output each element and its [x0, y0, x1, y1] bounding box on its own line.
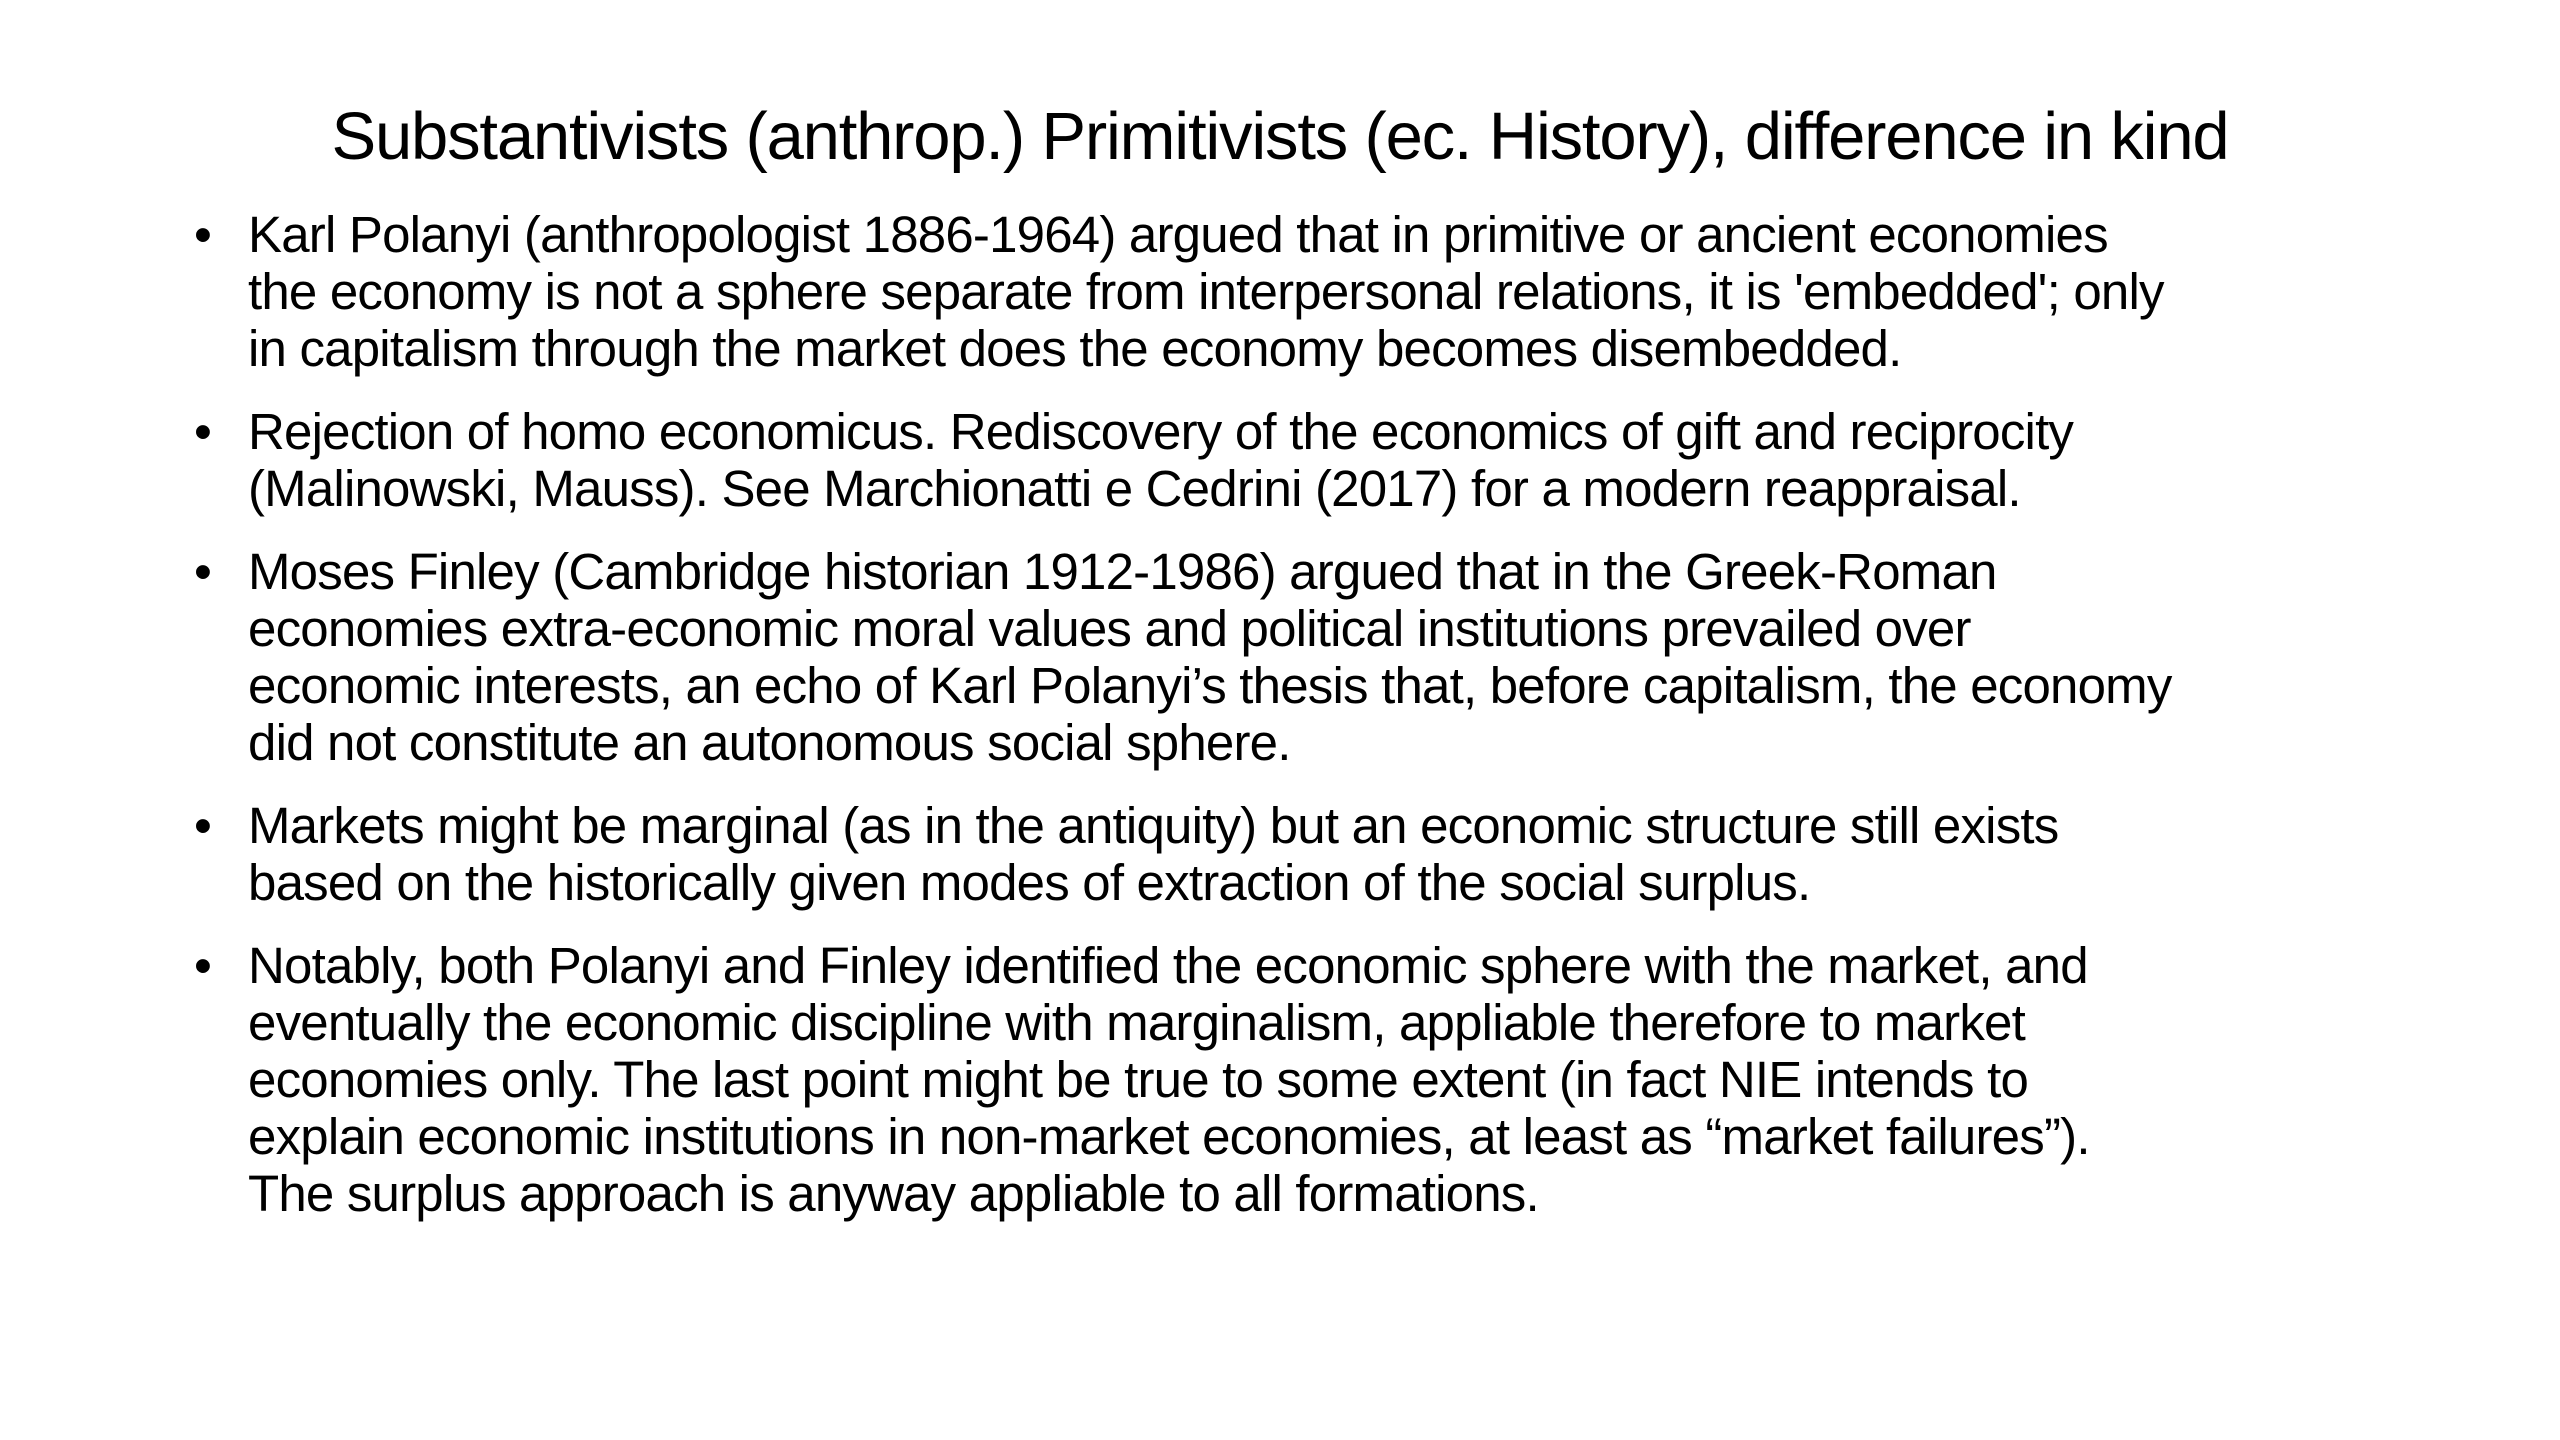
- bullet-text: Karl Polanyi (anthropologist 1886-1964) argued that in primitive or ancient economies the economy is not a sphere separate from interpersonal relations, it is 'embedded'; only in capitalism through the market does the economy becomes disembedded.: [248, 206, 2164, 377]
- bullet-dot-icon: •: [194, 543, 212, 600]
- bullet-text: Moses Finley (Cambridge historian 1912-1986) argued that in the Greek-Roman economies extra-economic moral values and political institutions prevailed over economic interests, an echo of Karl Polanyi’s thesis that, before capitalism, the economy did not constitute an autonomous social sphere.: [248, 543, 2172, 771]
- bullet-item: [190, 797, 2430, 911]
- bullet-text: Notably, both Polanyi and Finley identified the economic sphere with the market, and eventually the economic discipline with marginalism, appliable therefore to market economies only. The last point might be true to some extent (in fact NIE intends to explain economic institutions in non-market economies, at least as “market failures”). The surplus approach is anyway appliable to all formations.: [248, 937, 2090, 1222]
- bullet-item: [190, 937, 2430, 1222]
- bullet-dot-icon: •: [194, 206, 212, 263]
- slide-title: Substantivists (anthrop.) Primitivists (ec. History), difference in kind: [331, 99, 2229, 174]
- bullet-dot-icon: •: [194, 937, 212, 994]
- bullet-item: [190, 403, 2430, 517]
- bullet-text: Rejection of homo economicus. Rediscovery of the economics of gift and reciprocity (Malinowski, Mauss). See Marchionatti e Cedrini (2017) for a modern reappraisal.: [248, 403, 2074, 517]
- bullet-dot-icon: •: [194, 797, 212, 854]
- bullet-item: [190, 206, 2430, 377]
- bullet-dot-icon: •: [194, 403, 212, 460]
- bullet-text: Markets might be marginal (as in the antiquity) but an economic structure still exists based on the historically given modes of extraction of the social surplus.: [248, 797, 2059, 911]
- bullet-item: [190, 543, 2430, 771]
- bullet-list: [190, 206, 2430, 1248]
